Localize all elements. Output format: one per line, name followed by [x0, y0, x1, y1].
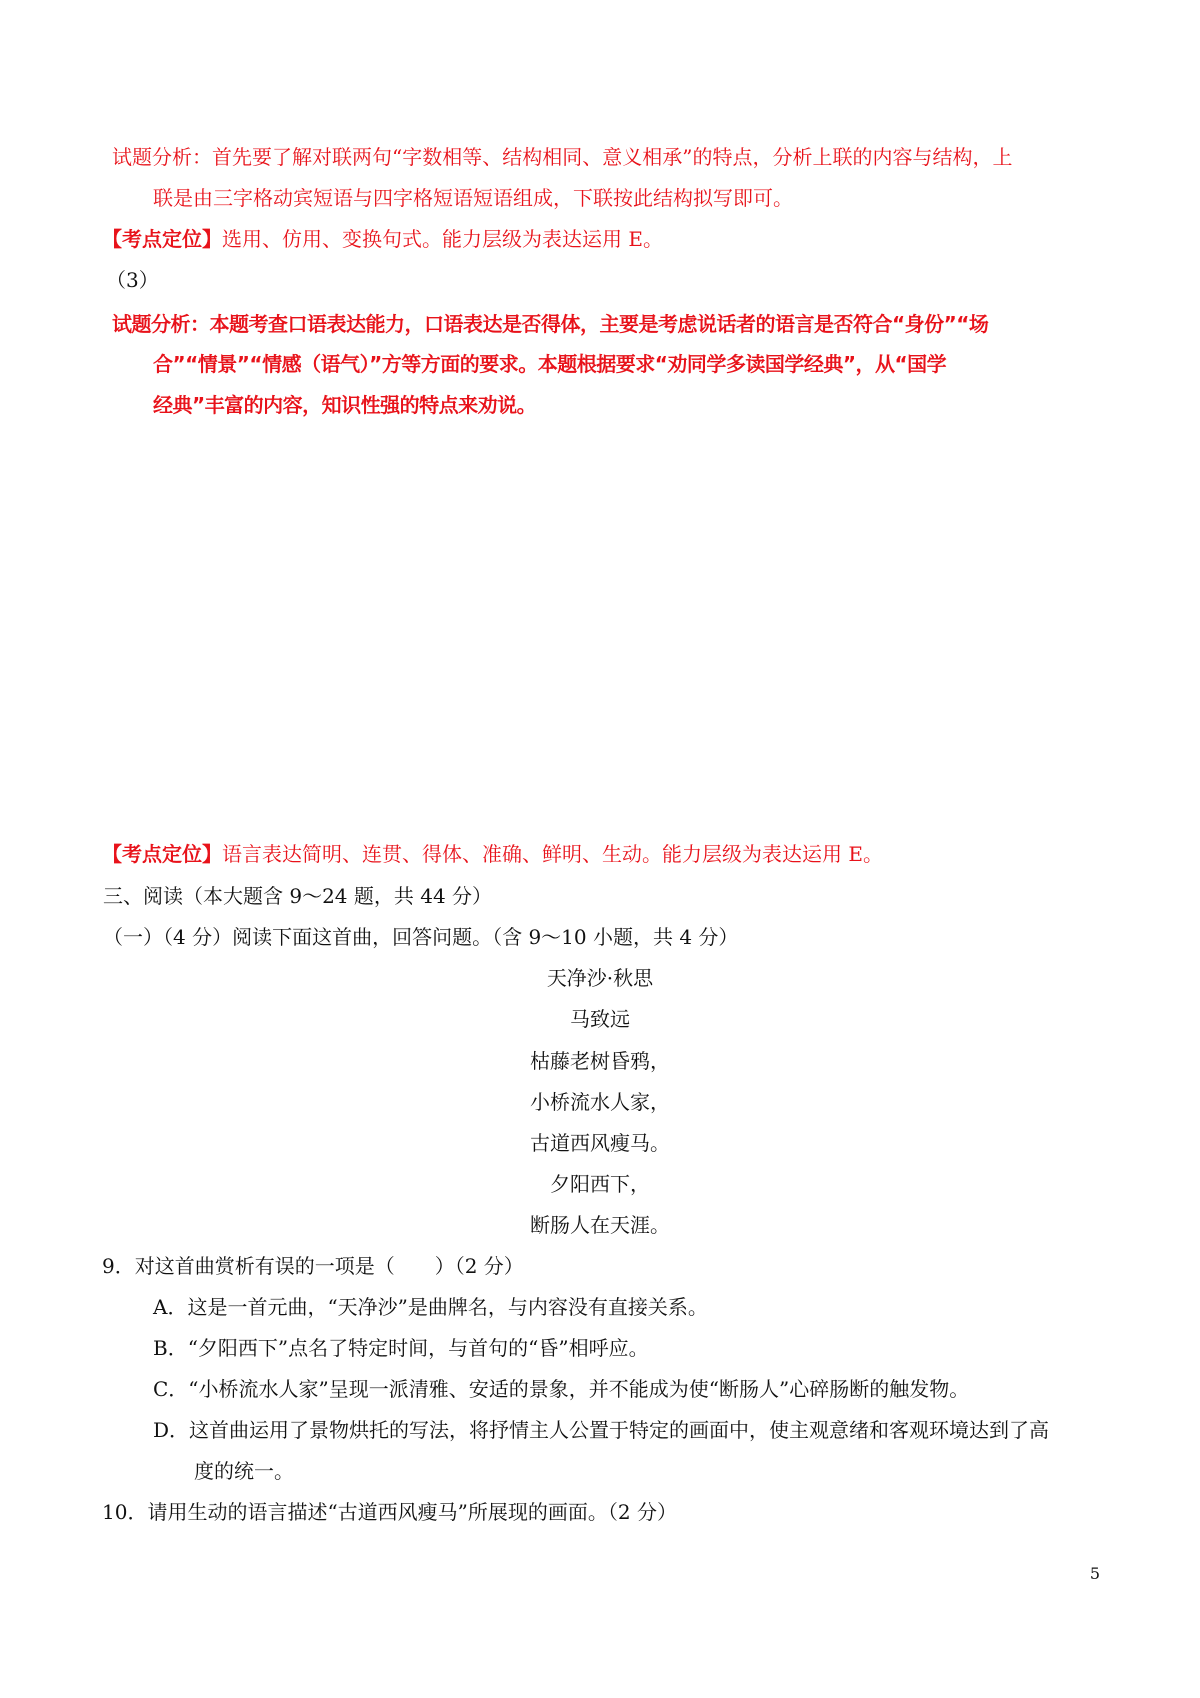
key-point-text: 选用、仿用、变换句式。能力层级为表达运用 E。	[222, 227, 663, 251]
question-9-option-b: B．“夕阳西下”点名了特定时间，与首句的“昏”相呼应。	[153, 1336, 649, 1360]
analysis-3-line-2: 合”“情景”“情感（语气）”方等方面的要求。本题根据要求“劝同学多读国学经典”，从“国学	[153, 352, 947, 376]
question-9-stem: 9．对这首曲赏析有误的一项是（ ）（2 分）	[102, 1254, 524, 1278]
poem-line: 枯藤老树昏鸦，	[530, 1049, 670, 1073]
poem-title: 天净沙·秋思	[546, 966, 654, 990]
key-point-bracket: 【考点定位】	[102, 842, 222, 866]
question-9-option-a: A．这是一首元曲，“天净沙”是曲牌名，与内容没有直接关系。	[153, 1295, 708, 1319]
question-3-label: （3）	[106, 268, 159, 292]
question-9-option-d-continued: 度的统一。	[194, 1459, 294, 1483]
poem-line: 夕阳西下，	[550, 1172, 650, 1196]
poem-line: 小桥流水人家，	[530, 1090, 670, 1114]
key-point-text: 语言表达简明、连贯、得体、准确、鲜明、生动。能力层级为表达运用 E。	[222, 842, 883, 866]
key-point-bracket: 【考点定位】	[102, 227, 222, 251]
analysis-3-line-3: 经典”丰富的内容，知识性强的特点来劝说。	[153, 393, 537, 417]
analysis-2-line-1: 试题分析：首先要了解对联两句“字数相等、结构相同、意义相承”的特点，分析上联的内容与结构，上	[112, 145, 1013, 169]
question-9-option-c: C．“小桥流水人家”呈现一派清雅、安适的景象，并不能成为使“断肠人”心碎肠断的触发物。	[153, 1377, 970, 1401]
analysis-2-line-2: 联是由三字格动宾短语与四字格短语短语组成，下联按此结构拟写即可。	[153, 186, 793, 210]
poem-author: 马致远	[570, 1007, 630, 1031]
key-point-2	[102, 225, 663, 253]
analysis-label: 试题分析：	[112, 145, 212, 169]
key-point-3	[102, 840, 883, 868]
section-title: 三、阅读（本大题含 9～24 题，共 44 分）	[103, 884, 493, 908]
analysis-3-line-1: 试题分析：本题考查口语表达能力，口语表达是否得体，主要是考虑说话者的语言是否符合“身份”“场	[112, 312, 989, 336]
poem-line: 断肠人在天涯。	[530, 1213, 670, 1237]
question-9-option-d: D．这首曲运用了景物烘托的写法，将抒情主人公置于特定的画面中，使主观意绪和客观环境达到了高	[153, 1418, 1050, 1442]
question-10-stem: 10．请用生动的语言描述“古道西风瘦马”所展现的画面。（2 分）	[102, 1500, 677, 1524]
subsection-title: （一）（4 分）阅读下面这首曲，回答问题。（含 9～10 小题，共 4 分）	[103, 925, 739, 949]
poem-line: 古道西风瘦马。	[530, 1131, 670, 1155]
page-number: 5	[1089, 1564, 1100, 1583]
